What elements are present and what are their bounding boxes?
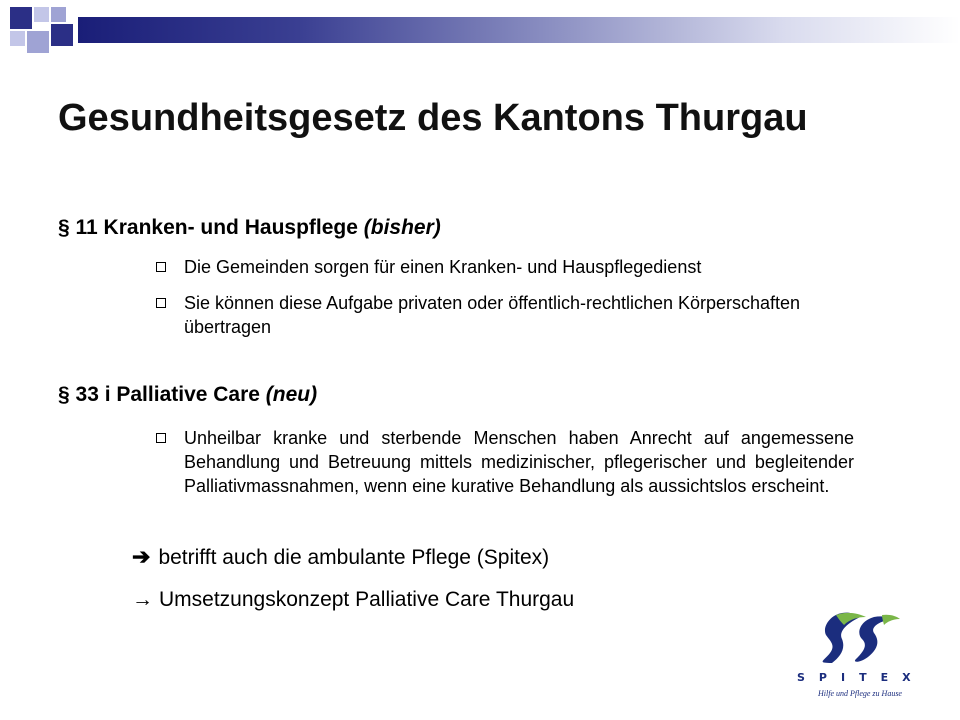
conclusion-line: [132, 586, 574, 614]
list-item: [154, 426, 854, 498]
list-item: [154, 291, 854, 339]
section-heading-note: (bisher): [363, 216, 441, 239]
list-item: [154, 255, 854, 279]
section-heading-text: § 11 Kranken- und Hauspflege: [58, 216, 364, 239]
section-heading-33i: [58, 380, 317, 410]
conclusion-text: betrifft auch die ambulante Pflege (Spitex): [158, 546, 550, 569]
decor-square: [51, 7, 66, 22]
slide-title: Gesundheitsgesetz des Kantons Thurgau: [58, 97, 808, 139]
square-bullet-icon: [156, 433, 166, 443]
logo-swoosh-accent: [882, 615, 900, 625]
decor-square: [10, 7, 32, 29]
list-item-text: Unheilbar kranke und sterbende Menschen haben Anrecht auf angemessene Behandlung und Betreuung mittels medizinischer, pflegerischer und begleitender Palliativmassnahmen, wenn eine kurative Behandlung als aussichtslos erscheint.: [184, 428, 854, 496]
section-heading-note: (neu): [265, 383, 318, 406]
square-bullet-icon: [156, 298, 166, 308]
decor-square: [27, 31, 49, 53]
decor-square: [51, 24, 73, 46]
logo-wordmark: SPITEX: [797, 671, 925, 684]
conclusion-line: [132, 543, 549, 572]
header-gradient-bar: [78, 17, 960, 43]
right-arrow-icon: →: [132, 588, 153, 611]
section-heading-text: § 33 i Palliative Care: [58, 383, 266, 406]
header-decoration: [0, 0, 960, 60]
right-arrow-icon: ➔: [132, 544, 151, 569]
decor-square: [10, 31, 25, 46]
decor-square: [34, 7, 49, 22]
section-heading-11: [58, 213, 441, 243]
list-item-text: Sie können diese Aufgabe privaten oder öffentlich-rechtlichen Körperschaften übertragen: [184, 293, 801, 337]
square-bullet-icon: [156, 262, 166, 272]
logo-tagline: Hilfe und Pflege zu Hause: [818, 689, 902, 698]
conclusion-text: Umsetzungskonzept Palliative Care Thurgau: [159, 588, 575, 611]
logo-swoosh-right: [855, 616, 892, 661]
list-item-text: Die Gemeinden sorgen für einen Kranken- und Hauspflegedienst: [184, 257, 702, 277]
